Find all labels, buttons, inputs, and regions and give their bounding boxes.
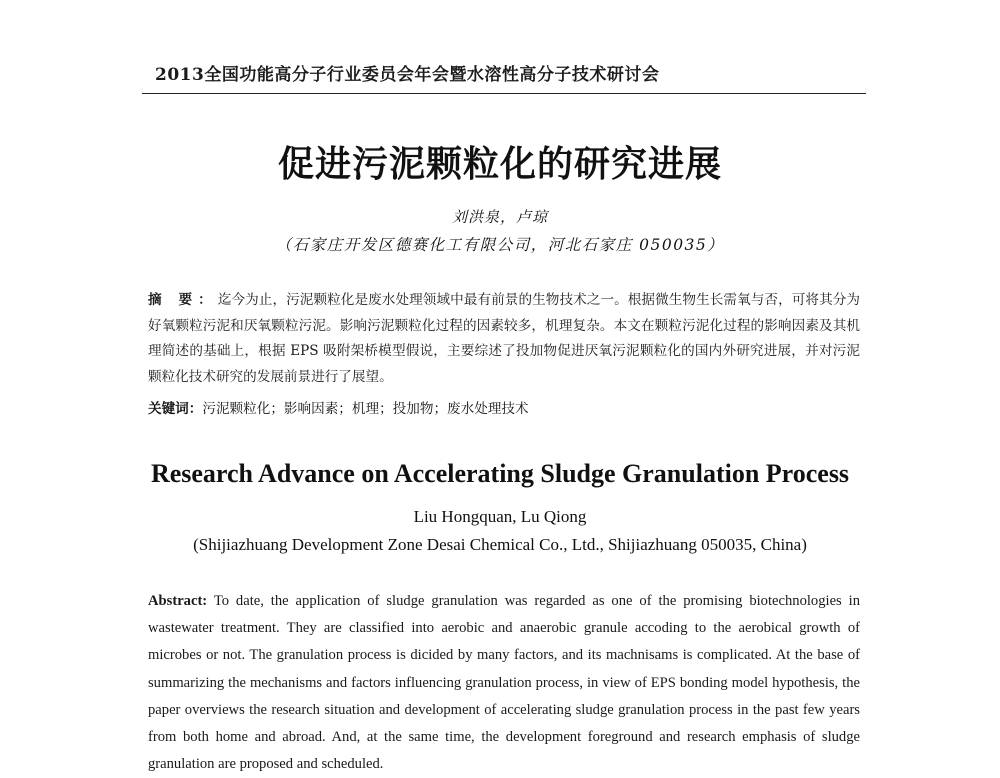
english-abstract-label: Abstract: <box>148 593 208 609</box>
english-abstract <box>148 588 860 778</box>
chinese-abstract <box>148 288 860 390</box>
chinese-abstract-label: 摘 要： <box>148 292 218 308</box>
chinese-keywords-text: 污泥颗粒化；影响因素；机理；投加物；废水处理技术 <box>202 401 529 417</box>
chinese-affiliation: （石家庄开发区德赛化工有限公司，河北石家庄 050035） <box>275 236 725 254</box>
chinese-keywords <box>148 397 860 422</box>
chinese-title: 促进污泥颗粒化的研究进展 <box>277 143 722 185</box>
chinese-keywords-label: 关键词： <box>148 401 203 417</box>
chinese-abstract-text: 迄今为止，污泥颗粒化是废水处理领域中最有前景的生物技术之一。根据微生物生长需氧与否，可将其分为好氧颗粒污泥和厌氧颗粒污泥。影响污泥颗粒化过程的因素较多，机理复杂。本文在颗粒污泥化过程的影响因素及其机理简述的基础上，根据 EPS 吸附架桥模型假说，主要综述了投加物促进厌氧污泥颗粒化的国内外研究进展，并对污泥颗粒化技术研究的发展前景进行了展望。 <box>148 292 861 385</box>
header-rule <box>142 93 866 94</box>
english-abstract-text: To date, the application of sludge granulation was regarded as one of the promising biotechnologies in wastewater treatment. They are classified into aerobic and anaerobic granule accoding to the aerobical growth of microbes or not. The granulation process is dicided by many factors, and its machnisams is complicated. At the base of summarizing the mechanisms and factors influencing granulation process, in view of EPS bonding model hypothesis, the paper overviews the research situation and development of accelerating sludge granulation process in the past few years from both home and abroad. And, at the same time, the development foreground and research emphasis of sludge granulation are proposed and scheduled. <box>148 593 860 773</box>
english-authors: Liu Hongquan, Lu Qiong <box>413 507 587 526</box>
running-header: 2013全国功能高分子行业委员会年会暨水溶性高分子技术研讨会 <box>155 65 660 85</box>
english-title: Research Advance on Accelerating Sludge Granulation Process <box>150 459 850 488</box>
english-affiliation: (Shijiazhuang Development Zone Desai Chemical Co., Ltd., Shijiazhuang 050035, China) <box>193 535 807 554</box>
chinese-authors: 刘洪泉，卢琼 <box>451 208 548 226</box>
